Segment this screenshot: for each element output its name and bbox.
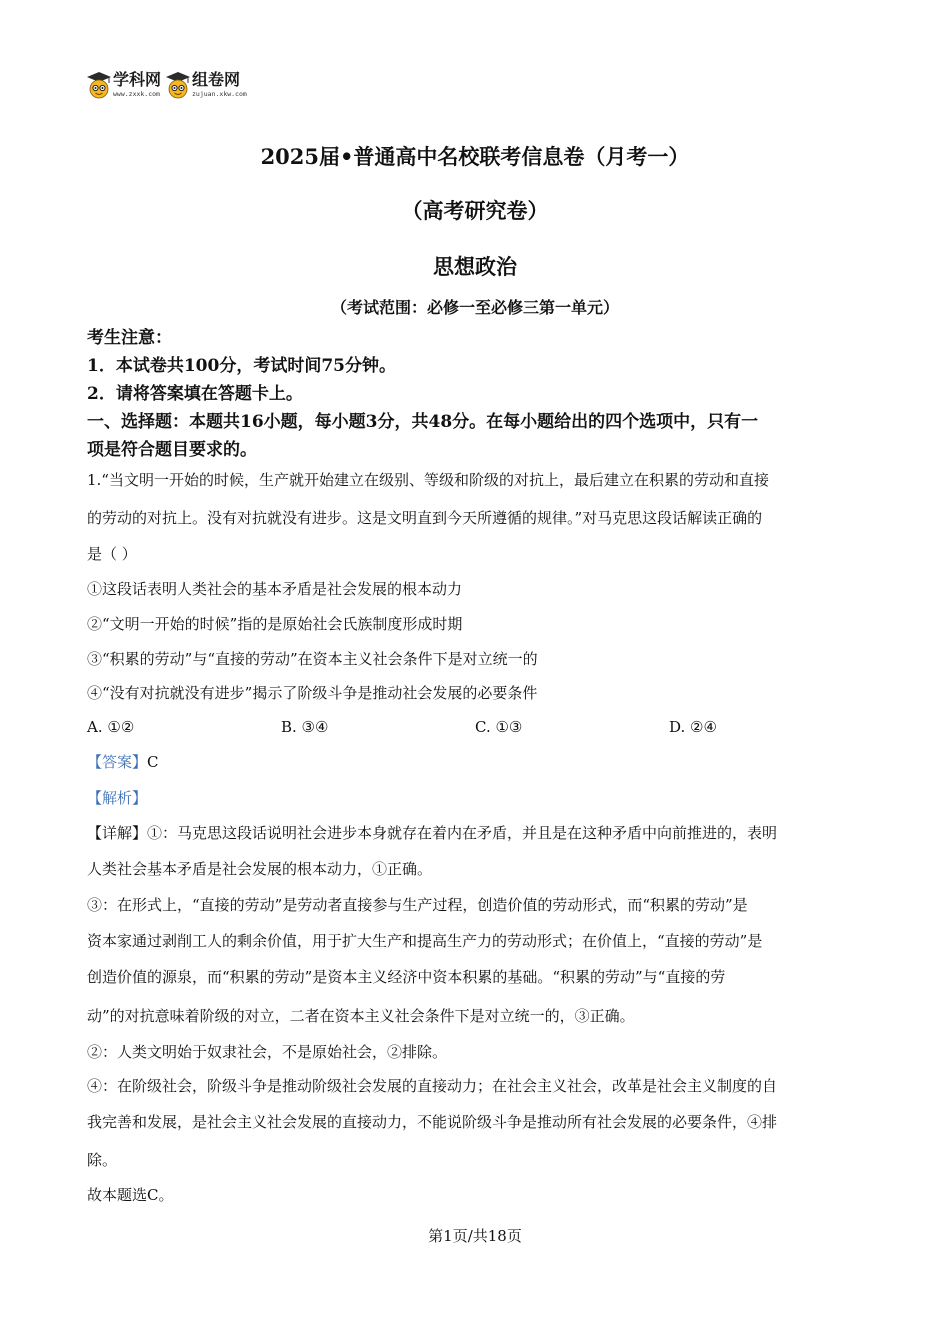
exam-scope: （考试范围：必修一至必修三第一单元） bbox=[330, 298, 619, 317]
statement-item: ③“积累的劳动”与“直接的劳动”在资本主义社会条件下是对立统一的 bbox=[87, 650, 538, 668]
detail-line: ②：人类文明始于奴隶社会，不是原始社会，②排除。 bbox=[87, 1043, 448, 1061]
logo-zujuan bbox=[165, 70, 247, 100]
detail-line: 【详解】①：马克思这段话说明社会进步本身就存在着内在矛盾，并且是在这种矛盾中向前推进的，表明 bbox=[87, 824, 778, 842]
statement-item: ④“没有对抗就没有进步”揭示了阶级斗争是推动社会发展的必要条件 bbox=[87, 684, 538, 702]
detail-line: 故本题选C。 bbox=[87, 1186, 174, 1204]
exam-title: 2025届•普通高中名校联考信息卷（月考一） bbox=[260, 144, 690, 169]
analysis-tag: 【解析】 bbox=[87, 789, 148, 807]
mascot-icon bbox=[165, 70, 191, 100]
brand-name: 学科网 bbox=[113, 70, 162, 89]
section-heading: 项是符合题目要求的。 bbox=[87, 440, 257, 460]
answer-line bbox=[87, 751, 159, 773]
detail-line: 人类社会基本矛盾是社会发展的根本动力，①正确。 bbox=[87, 860, 433, 878]
exam-subtitle: （高考研究卷） bbox=[401, 198, 549, 223]
option-d: D. ②④ bbox=[669, 718, 717, 736]
brand-url: zujuan.xkw.com bbox=[192, 90, 247, 98]
section-heading: 一、选择题：本题共16小题，每小题3分，共48分。在每小题给出的四个选项中，只有一 bbox=[87, 412, 759, 432]
detail-line: 动”的对抗意味着阶级的对立，二者在资本主义社会条件下是对立统一的，③正确。 bbox=[87, 1007, 635, 1025]
mascot-icon bbox=[86, 70, 112, 100]
notice-heading: 考生注意： bbox=[87, 328, 172, 348]
logo-xkw bbox=[86, 70, 161, 100]
logo bbox=[86, 70, 251, 104]
detail-line: 创造价值的源泉，而“积累的劳动”是资本主义经济中资本积累的基础。“积累的劳动”与“直接的劳 bbox=[87, 968, 726, 986]
notice-item: 1．本试卷共100分，考试时间75分钟。 bbox=[87, 356, 396, 376]
detail-line: 我完善和发展，是社会主义社会发展的直接动力，不能说阶级斗争是推动所有社会发展的必要条件，④排 bbox=[87, 1113, 778, 1131]
brand-name: 组卷网 bbox=[192, 70, 241, 89]
detail-line: ④：在阶级社会，阶级斗争是推动阶级社会发展的直接动力；在社会主义社会，改革是社会主义制度的自 bbox=[87, 1077, 778, 1095]
brand-url: www.zxxk.com bbox=[113, 90, 160, 98]
answer-value: C bbox=[147, 753, 159, 771]
question-stem: 是（ ） bbox=[87, 545, 137, 563]
statement-item: ②“文明一开始的时候”指的是原始社会氏族制度形成时期 bbox=[87, 615, 463, 633]
option-c: C. ①③ bbox=[475, 718, 523, 736]
page-number: 第1页/共18页 bbox=[428, 1227, 522, 1245]
answer-tag: 【答案】 bbox=[87, 753, 148, 771]
detail-line: ③：在形式上，“直接的劳动”是劳动者直接参与生产过程，创造价值的劳动形式，而“积累的劳动”是 bbox=[87, 896, 748, 914]
subject-title: 思想政治 bbox=[433, 254, 517, 279]
question-stem: 的劳动的对抗上。没有对抗就没有进步。这是文明直到今天所遵循的规律。”对马克思这段话解读正确的 bbox=[87, 509, 763, 527]
option-b: B. ③④ bbox=[281, 718, 329, 736]
statement-item: ①这段话表明人类社会的基本矛盾是社会发展的根本动力 bbox=[87, 580, 463, 598]
notice-item: 2．请将答案填在答题卡上。 bbox=[87, 384, 303, 404]
option-a: A. ①② bbox=[87, 718, 135, 736]
question-stem: 1.“当文明一开始的时候，生产就开始建立在级别、等级和阶级的对抗上，最后建立在积累的劳动和直接 bbox=[87, 471, 769, 489]
detail-line: 资本家通过剥削工人的剩余价值，用于扩大生产和提高生产力的劳动形式；在价值上，“直接的劳动”是 bbox=[87, 932, 763, 950]
detail-line: 除。 bbox=[87, 1151, 118, 1169]
